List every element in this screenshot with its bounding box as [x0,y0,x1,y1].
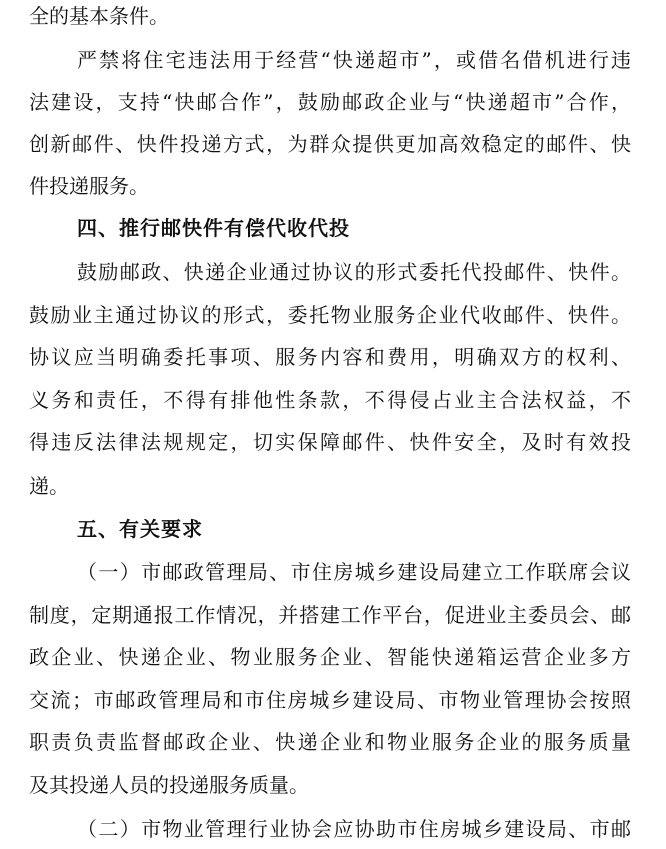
text-line: 及其投递人员的投递服务质量。 [29,773,309,797]
text-line: 制度，定期通报工作情况，并搭建工作平台，促进业主委员会、邮 [29,603,631,627]
text-line: 鼓励业主通过协议的形式，委托物业服务企业代收邮件、快件。 [29,303,631,327]
text-line: 严禁将住宅违法用于经营“快递超市”，或借名借机进行违 [77,48,631,72]
text-line: 义务和责任，不得有排他性条款，不得侵占业主合法权益，不 [29,388,631,412]
text-line: （一）市邮政管理局、市住房城乡建设局建立工作联席会议 [77,560,631,584]
section-heading: 五、有关要求 [77,517,203,541]
text-line: 协议应当明确委托事项、服务内容和费用，明确双方的权利、 [29,345,631,369]
text-line: 全的基本条件。 [29,4,169,28]
section-heading: 四、推行邮快件有偿代收代投 [77,216,350,240]
text-line: 得违反法律法规规定，切实保障邮件、快件安全，及时有效投 [29,430,631,454]
text-line: 件投递服务。 [29,174,149,198]
text-line: 法建设，支持“快邮合作”，鼓励邮政企业与“快递超市”合作， [29,90,631,114]
text-line: 鼓励邮政、快递企业通过协议的形式委托代投邮件、快件。 [77,260,631,284]
text-line: 政企业、快递企业、物业服务企业、智能快递箱运营企业多方 [29,645,631,669]
text-line: 职责负责监督邮政企业、快递企业和物业服务企业的服务质量 [29,730,631,754]
text-line: 递。 [29,474,69,498]
text-line: （二）市物业管理行业协会应协助市住房城乡建设局、市邮 [77,817,631,841]
text-line: 创新邮件、快件投递方式，为群众提供更加高效稳定的邮件、快 [29,132,631,156]
text-line: 交流；市邮政管理局和市住房城乡建设局、市物业管理协会按照 [29,688,631,712]
